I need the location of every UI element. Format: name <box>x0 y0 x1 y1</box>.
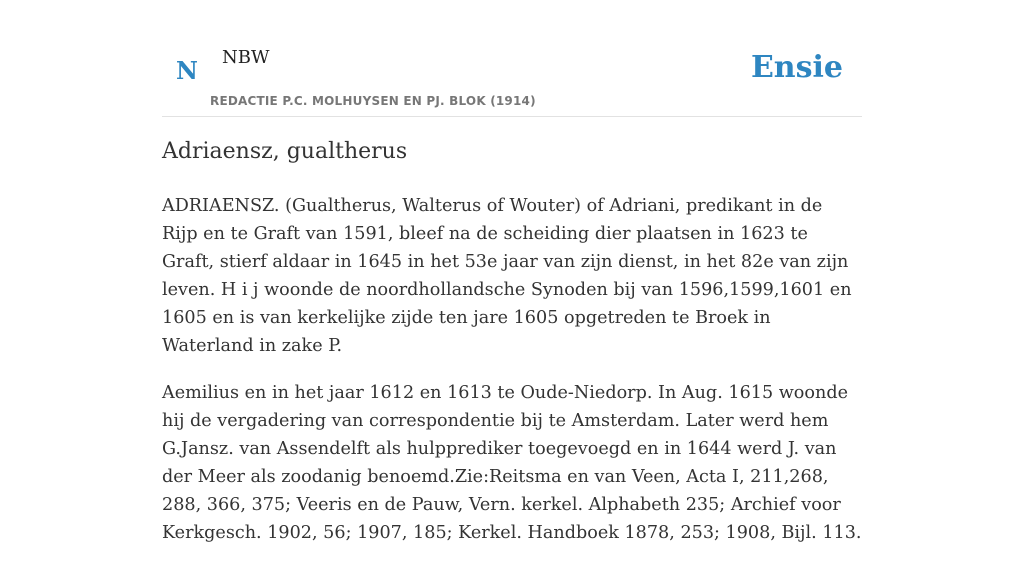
article-title: Adriaensz, gualtherus <box>162 139 408 164</box>
source-editors: REDACTIE P.C. MOLHUYSEN EN PJ. BLOK (1914) <box>210 94 536 108</box>
source-header <box>162 40 862 117</box>
brand-logo[interactable]: Ensie <box>750 50 843 85</box>
source-logo: N <box>176 56 198 85</box>
article-body <box>162 192 862 566</box>
article-paragraph: ADRIAENSZ. (Gualtherus, Walterus of Wouter) of Adriani, predikant in de Rijp en te Graft van 1591, bleef na de scheiding dier plaatsen in 1623 te Graft, stierf aldaar in 1645 in het 53e jaar van zijn dienst, in het 82e van zijn leven. H i j woonde de noordhollandsche Synoden bij van 1596,1599,1601 en 1605 en is van kerkelijke zijde ten jare 1605 opgetreden te Broek in Waterland in zake P. <box>162 196 852 356</box>
article-paragraph: Aemilius en in het jaar 1612 en 1613 te Oude-Niedorp. In Aug. 1615 woonde hij de vergadering van correspondentie bij te Amsterdam. Later werd hem G.Jansz. van Assendelft als hulpprediker toegevoegd en in 1644 werd J. van der Meer als zoodanig benoemd.Zie:Reitsma en van Veen, Acta I, 211,268, 288, 366, 375; Veeris en de Pauw, Vern. kerkel. Alphabeth 235; Archief voor Kerkgesch. 1902, 56; 1907, 185; Kerkel. Handboek 1878, 253; 1908, Bijl. 113. <box>162 383 862 543</box>
source-name[interactable]: NBW <box>222 47 270 68</box>
